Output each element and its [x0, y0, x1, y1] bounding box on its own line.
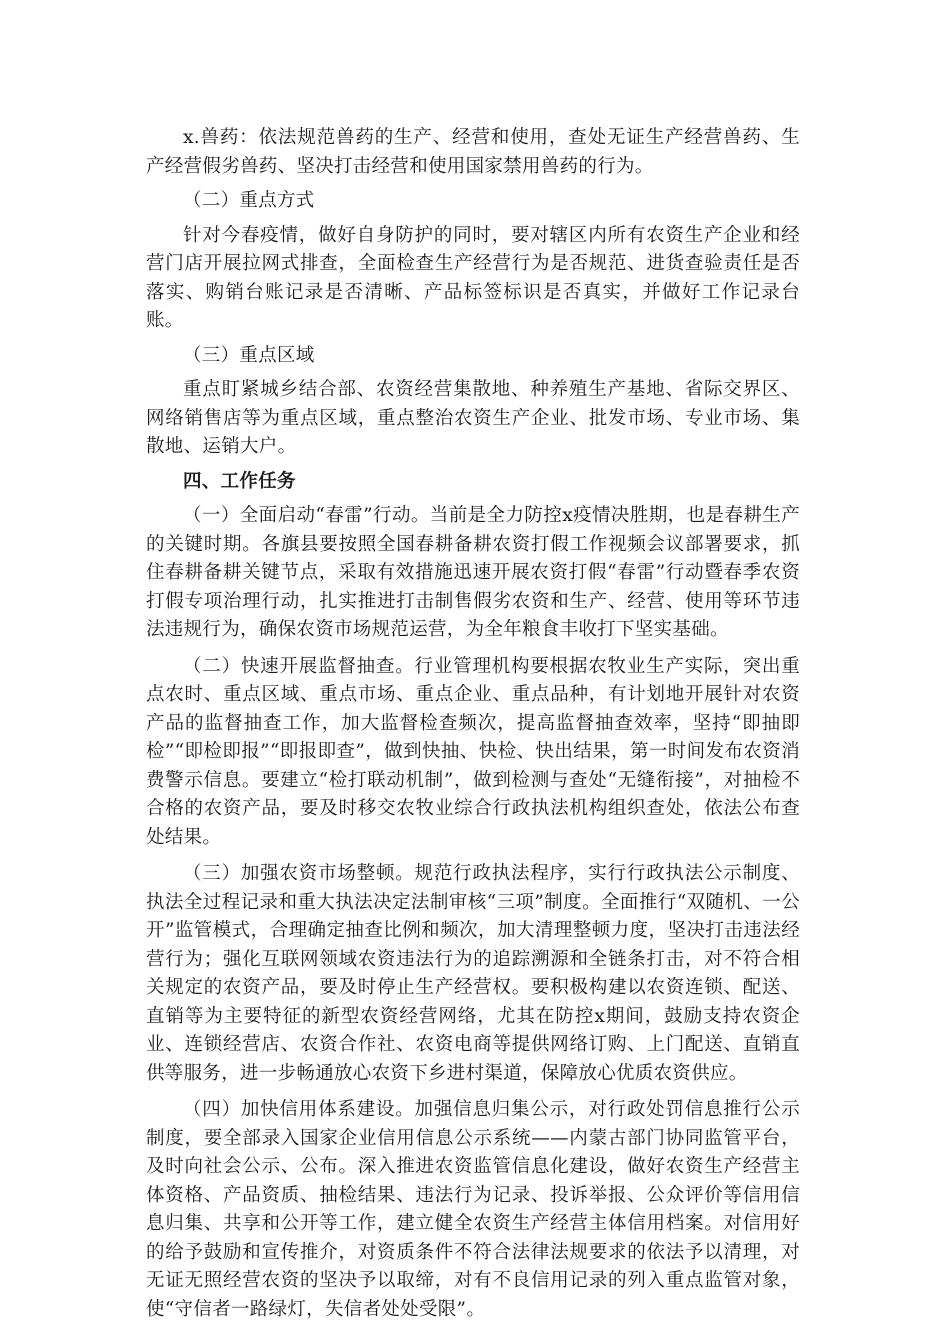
paragraph-key-methods: 针对今春疫情，做好自身防护的同时，要对辖区内所有农资生产企业和经营门店开展拉网式排查，全面检查生产经营行为是否规范、进货查验责任是否落实、购销台账记录是否清晰、产品标签标识是否真实，并做好工作记录台账。: [146, 224, 800, 331]
paragraph-task-2: （二）快速开展监督抽查。行业管理机构要根据农牧业生产实际，突出重点农时、重点区域、重点市场、重点企业、重点品种，有计划地开展针对农资产品的监督抽查工作，加大监督检查频次，提高监督抽查效率，坚持“即抽即检”“即检即报”“即报即查”，做到快抽、快检、快出结果，第一时间发布农资消费警示信息。要建立“检打联动机制”，做到检测与查处“无缝衔接”，对抽检不合格的农资产品，要及时移交农牧业综合行政执法机构组织查处，依法公布查处结果。: [146, 655, 800, 848]
section-heading-work-tasks: 四、工作任务: [183, 470, 296, 492]
subheading-key-methods: （二）重点方式: [183, 190, 315, 211]
paragraph-task-3: （三）加强农资市场整顿。规范行政执法程序，实行行政执法公示制度、执法全过程记录和重大执法决定法制审核“三项”制度。全面推行“双随机、一公开”监管模式，合理确定抽查比例和频次，加大清理整顿力度，坚决打击违法经营行为；强化互联网领域农资违法行为的追踪溯源和全链条打击，对不符合相关规定的农资产品，要及时停止生产经营权。要积极构建以农资连锁、配送、直销等为主要特征的新型农资经营网络，尤其在防控x期间，鼓励支持农资企业、连锁经营店、农资合作社、农资电商等提供网络订购、上门配送、直销直供等服务，进一步畅通放心农资下乡进村渠道，保障放心优质农资供应。: [146, 863, 800, 1084]
paragraph-task-4: （四）加快信用体系建设。加强信息归集公示，对行政处罚信息推行公示制度，要全部录入国家企业信用信息公示系统——内蒙古部门协同监管平台，及时向社会公示、公布。深入推进农资监管信息化建设，做好农资生产经营主体资格、产品资质、抽检结果、违法行为记录、投诉举报、公众评价等信用信息归集、共享和公开等工作，建立健全农资生产经营主体信用档案。对信用好的给予鼓励和宣传推介，对资质条件不符合法律法规要求的依法予以清理，对无证无照经营农资的坚决予以取缔，对有不良信用记录的列入重点监管对象，使“守信者一路绿灯，失信者处处受限”。: [146, 1099, 800, 1320]
paragraph-key-areas: 重点盯紧城乡结合部、农资经营集散地、种养殖生产基地、省际交界区、网络销售店等为重点区域，重点整治农资生产企业、批发市场、专业市场、集散地、运销大户。: [146, 379, 800, 457]
subheading-key-areas: （三）重点区域: [183, 344, 315, 366]
document-body: [146, 124, 800, 1324]
paragraph-veterinary-drugs: x.兽药：依法规范兽药的生产、经营和使用，查处无证生产经营兽药、生产经营假劣兽药、坚决打击经营和使用国家禁用兽药的行为。: [146, 127, 800, 177]
paragraph-task-1: （一）全面启动“春雷”行动。当前是全力防控x疫情决胜期，也是春耕生产的关键时期。各旗县要按照全国春耕备耕农资打假工作视频会议部署要求，抓住春耕备耕关键节点，采取有效措施迅速开展农资打假“春雷”行动暨春季农资打假专项治理行动，扎实推进打击制售假劣农资和生产、经营、使用等环节违法违规行为，确保农资市场规范运营，为全年粮食丰收打下坚实基础。: [146, 505, 800, 640]
